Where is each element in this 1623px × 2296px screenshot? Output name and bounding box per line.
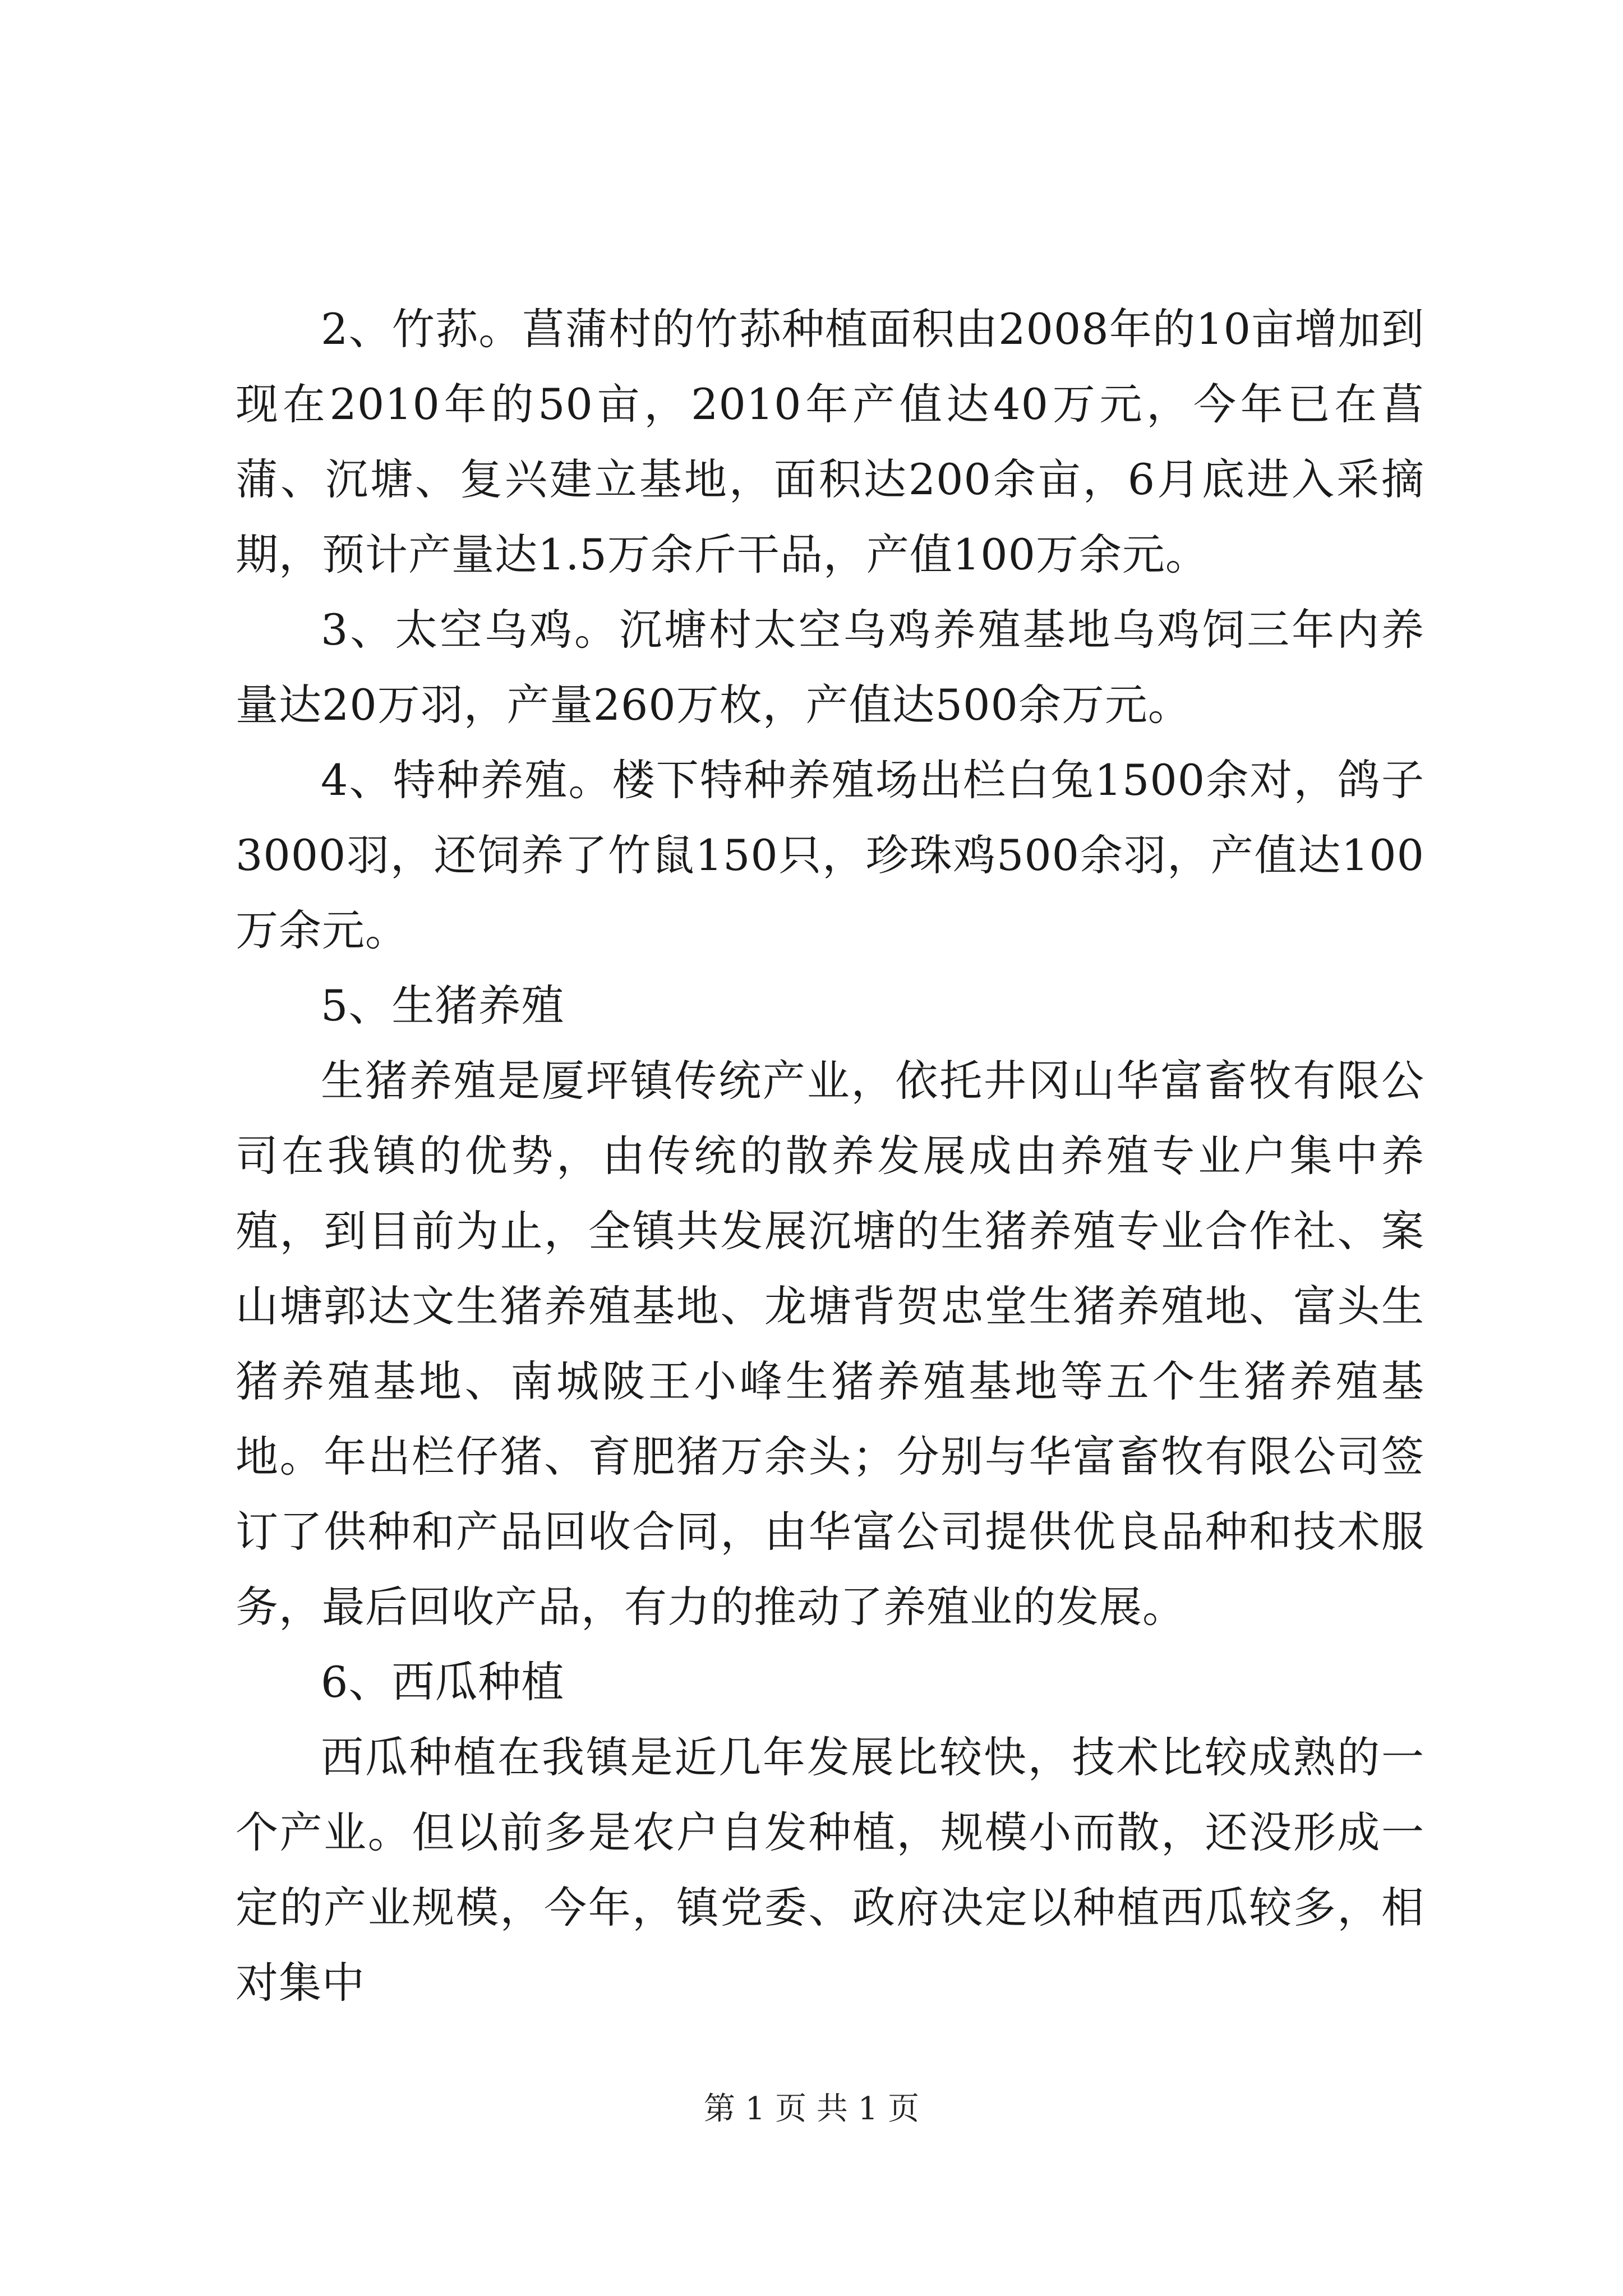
paragraph-bamboo-fungus: 2、竹荪。菖蒲村的竹荪种植面积由2008年的10亩增加到现在2010年的50亩，2010年产值达40万元，今年已在菖蒲、沉塘、复兴建立基地，面积达200余亩，6月底进入采摘期，预计产量达1.5万余斤干品，产值100万余元。: [236, 304, 1424, 579]
paragraph-space-black-chicken: 3、太空乌鸡。沉塘村太空乌鸡养殖基地乌鸡饲三年内养量达20万羽，产量260万枚，产值达500余万元。: [236, 605, 1424, 730]
heading-pig-farming: 5、生猪养殖: [321, 981, 565, 1030]
heading-watermelon: 6、西瓜种植: [321, 1657, 565, 1707]
page-number-footer: 第 1 页 共 1 页: [703, 2091, 920, 2127]
paragraph-pig-farming: 生猪养殖是厦坪镇传统产业，依托井冈山华富畜牧有限公司在我镇的优势，由传统的散养发展成由养殖专业户集中养殖，到目前为止，全镇共发展沉塘的生猪养殖专业合作社、案山塘郭达文生猪养殖基地、龙塘背贺忠堂生猪养殖地、富头生猪养殖基地、南城陂王小峰生猪养殖基地等五个生猪养殖基地。年出栏仔猪、育肥猪万余头；分别与华富畜牧有限公司签订了供种和产品回收合同，由华富公司提供优良品种和技术服务，最后回收产品，有力的推动了养殖业的发展。: [236, 1056, 1424, 1632]
document-body: [236, 292, 1424, 2021]
paragraph-watermelon: 西瓜种植在我镇是近几年发展比较快，技术比较成熟的一个产业。但以前多是农户自发种植，规模小而散，还没形成一定的产业规模，今年，镇党委、政府决定以种植西瓜较多，相对集中: [236, 1732, 1424, 2008]
paragraph-special-breeding: 4、特种养殖。楼下特种养殖场出栏白兔1500余对，鸽子3000羽，还饲养了竹鼠150只，珍珠鸡500余羽，产值达100万余元。: [236, 755, 1424, 955]
